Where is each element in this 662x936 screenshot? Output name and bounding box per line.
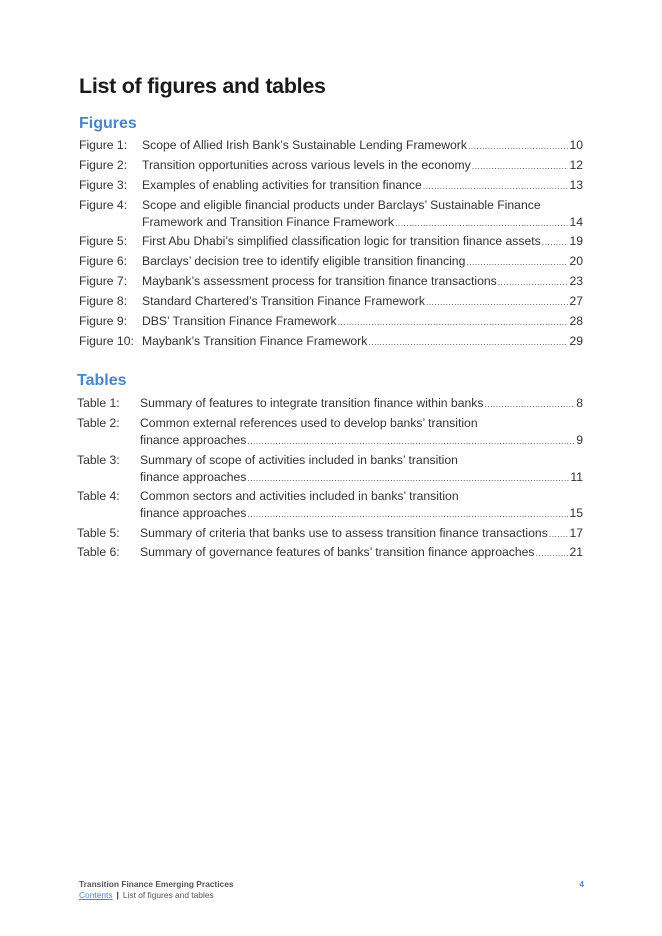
entry-page-number: 17 xyxy=(569,526,583,540)
entry-title: finance approaches xyxy=(140,469,247,484)
dot-leader xyxy=(247,506,568,523)
entry-label: Table 5: xyxy=(77,526,120,540)
entry-label: Table 6: xyxy=(77,545,120,559)
figure-entry[interactable] xyxy=(79,333,583,351)
entry-label: Figure 7: xyxy=(79,274,128,288)
entry-title: DBS’ Transition Finance Framework xyxy=(142,314,337,328)
breadcrumb-contents-link[interactable]: Contents xyxy=(79,890,113,900)
entry-title: Summary of features to integrate transition finance within banks xyxy=(140,396,484,410)
tables-heading: Tables xyxy=(77,372,127,389)
entry-title: Common sectors and activities included in banks’ transition xyxy=(140,489,459,503)
table-entry[interactable] xyxy=(77,525,583,543)
entry-page-number: 19 xyxy=(569,234,583,248)
dot-leader xyxy=(247,470,569,487)
dot-leader xyxy=(368,334,568,351)
dot-leader xyxy=(468,138,568,155)
entry-title: Standard Chartered’s Transition Finance Framework xyxy=(142,294,425,308)
entry-title: finance approaches xyxy=(140,432,247,447)
entry-label: Figure 10: xyxy=(79,334,134,348)
entry-page-number: 12 xyxy=(569,158,583,172)
entry-title: Barclays’ decision tree to identify eligible transition financing xyxy=(142,254,466,268)
entry-page-number: 23 xyxy=(569,274,583,288)
breadcrumb-separator: | xyxy=(116,890,119,900)
table-entry[interactable] xyxy=(77,452,583,486)
figure-entry[interactable] xyxy=(79,253,583,271)
dot-leader xyxy=(338,314,569,331)
entry-label: Figure 8: xyxy=(79,294,128,308)
entry-page-number: 20 xyxy=(569,254,583,268)
dot-leader xyxy=(549,526,569,543)
entry-title: Maybank’s assessment process for transition finance transactions xyxy=(142,274,497,288)
breadcrumb-current: List of figures and tables xyxy=(122,890,214,900)
entry-title: Transition opportunities across various levels in the economy xyxy=(142,158,471,172)
entry-title: finance approaches xyxy=(140,505,247,520)
entry-title: Maybank’s Transition Finance Framework xyxy=(142,334,368,348)
entry-page-number: 21 xyxy=(569,545,583,559)
figure-entry[interactable] xyxy=(79,313,583,331)
dot-leader xyxy=(542,234,569,251)
figures-heading: Figures xyxy=(79,115,137,132)
entry-page-number: 11 xyxy=(570,469,583,484)
dot-leader xyxy=(536,545,569,562)
entry-title: Scope and eligible financial products under Barclays’ Sustainable Finance xyxy=(142,198,541,212)
dot-leader xyxy=(426,294,569,311)
page-number: 4 xyxy=(579,879,584,889)
figure-entry[interactable] xyxy=(79,293,583,311)
entry-label: Figure 6: xyxy=(79,254,128,268)
page-title: List of figures and tables xyxy=(79,74,326,98)
entry-label: Figure 2: xyxy=(79,158,128,172)
entry-page-number: 27 xyxy=(569,294,583,308)
entry-label: Table 3: xyxy=(77,453,120,467)
entry-label: Figure 9: xyxy=(79,314,128,328)
entry-page-number: 28 xyxy=(569,314,583,328)
entry-title: First Abu Dhabi’s simplified classification logic for transition finance assets xyxy=(142,234,541,248)
entry-title: Scope of Allied Irish Bank’s Sustainable Lending Framework xyxy=(142,138,467,152)
entry-page-number: 10 xyxy=(569,138,583,152)
breadcrumb xyxy=(79,890,214,900)
entry-label: Table 4: xyxy=(77,489,120,503)
entry-page-number: 13 xyxy=(569,178,583,192)
footer-doc-title: Transition Finance Emerging Practices xyxy=(79,879,234,889)
entry-title: Common external references used to develop banks’ transition xyxy=(140,416,478,430)
dot-leader xyxy=(484,396,575,413)
figure-entry[interactable] xyxy=(79,137,583,155)
entry-page-number: 8 xyxy=(576,396,583,410)
entry-page-number: 9 xyxy=(576,432,583,447)
dot-leader xyxy=(472,158,569,175)
dot-leader xyxy=(247,433,575,450)
entry-label: Figure 4: xyxy=(79,198,128,212)
figure-entry[interactable] xyxy=(79,273,583,291)
entry-label: Figure 5: xyxy=(79,234,128,248)
entry-page-number: 14 xyxy=(569,214,583,229)
table-entry[interactable] xyxy=(77,395,583,413)
entry-label: Table 2: xyxy=(77,416,120,430)
entry-label: Figure 1: xyxy=(79,138,128,152)
entry-title: Framework and Transition Finance Framework xyxy=(142,214,394,229)
figure-entry[interactable] xyxy=(79,177,583,195)
entry-label: Figure 3: xyxy=(79,178,128,192)
entry-title: Summary of governance features of banks’ transition finance approaches xyxy=(140,545,535,559)
dot-leader xyxy=(395,215,568,232)
figure-entry[interactable] xyxy=(79,157,583,175)
table-entry[interactable] xyxy=(77,544,583,562)
entry-label: Table 1: xyxy=(77,396,120,410)
figure-entry[interactable] xyxy=(79,197,583,231)
dot-leader xyxy=(498,274,569,291)
entry-title: Summary of scope of activities included in banks’ transition xyxy=(140,453,458,467)
entry-page-number: 29 xyxy=(569,334,583,348)
dot-leader xyxy=(423,178,569,195)
entry-page-number: 15 xyxy=(569,505,583,520)
entry-title: Summary of criteria that banks use to assess transition finance transactions xyxy=(140,526,548,540)
dot-leader xyxy=(466,254,568,271)
figure-entry[interactable] xyxy=(79,233,583,251)
table-entry[interactable] xyxy=(77,488,583,522)
entry-title: Examples of enabling activities for transition finance xyxy=(142,178,422,192)
table-entry[interactable] xyxy=(77,415,583,449)
